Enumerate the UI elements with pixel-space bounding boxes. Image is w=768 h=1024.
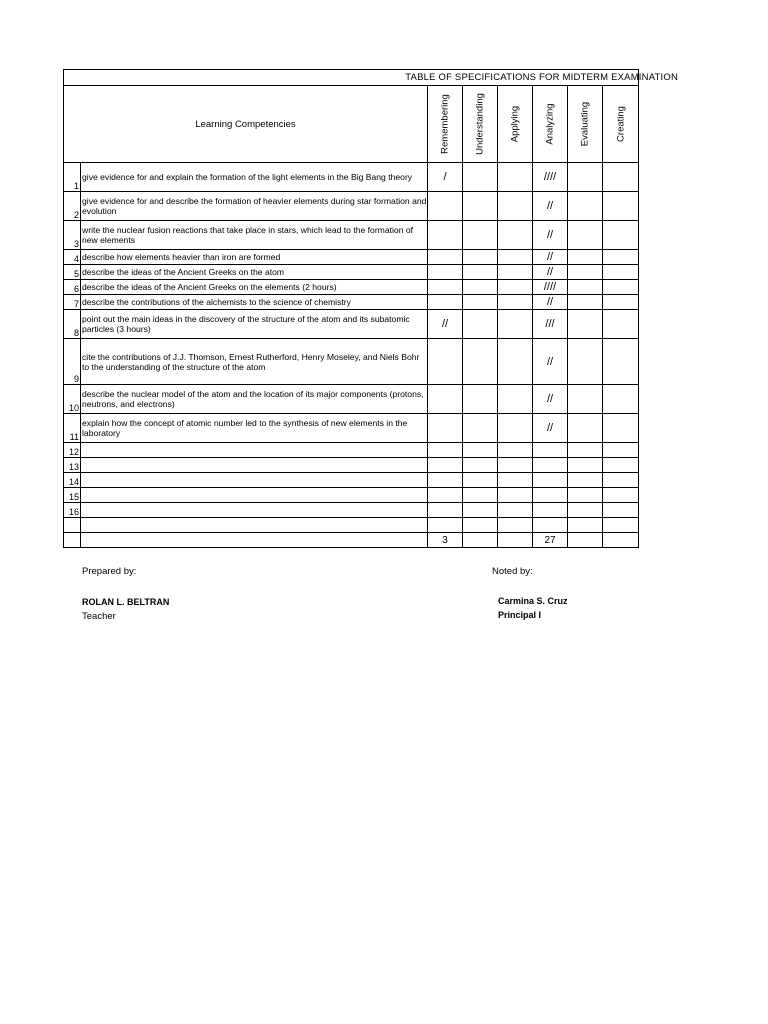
total-analyzing: 27	[533, 533, 568, 548]
table-row	[64, 163, 639, 192]
tally-cell-applying	[498, 443, 533, 458]
noter-name: Carmina S. Cruz	[498, 596, 568, 606]
tally-cell-remembering	[428, 265, 463, 280]
competency-text: cite the contributions of J.J. Thomson, Ernest Rutherford, Henry Moseley, and Niels Bohr to the understanding of the structure of the atom	[81, 339, 428, 385]
tally-cell-remembering	[428, 518, 463, 533]
tally-cell-analyzing: //	[533, 250, 568, 265]
tally-cell-applying	[498, 518, 533, 533]
tally-cell-analyzing: //	[533, 339, 568, 385]
row-number: 4	[64, 250, 81, 265]
table-row	[64, 221, 639, 250]
title-row	[64, 70, 639, 86]
tally-cell-evaluating	[568, 265, 603, 280]
competency-text: describe the nuclear model of the atom and the location of its major components (protons, neutrons, and electrons)	[81, 385, 428, 414]
table-title: TABLE OF SPECIFICATIONS FOR MIDTERM EXAMINATION	[405, 72, 679, 83]
table-row	[64, 473, 639, 488]
tally-cell-evaluating	[568, 518, 603, 533]
level-header-evaluating: Evaluating	[568, 86, 603, 163]
tally-cell-applying	[498, 339, 533, 385]
table-row	[64, 295, 639, 310]
table-row	[64, 488, 639, 503]
specifications-table	[63, 69, 679, 548]
tally-cell-creating	[603, 473, 639, 488]
level-header-remembering: Remembering	[428, 86, 463, 163]
tally-cell-evaluating	[568, 310, 603, 339]
noted-by-label: Noted by:	[492, 566, 533, 577]
competency-text: write the nuclear fusion reactions that take place in stars, which lead to the formation of new elements	[81, 221, 428, 250]
competency-text	[81, 503, 428, 518]
level-header-understanding: Understanding	[463, 86, 498, 163]
tally-cell-remembering	[428, 280, 463, 295]
learning-competencies-header: Learning Competencies	[64, 86, 428, 163]
tally-cell-remembering: /	[428, 163, 463, 192]
tally-cell-understanding	[463, 473, 498, 488]
row-number: 2	[64, 192, 81, 221]
tally-cell-evaluating	[568, 295, 603, 310]
tally-cell-applying	[498, 414, 533, 443]
tally-cell-remembering	[428, 443, 463, 458]
tally-cell-analyzing: //	[533, 265, 568, 280]
tally-cell-applying	[498, 163, 533, 192]
tally-cell-evaluating	[568, 473, 603, 488]
tally-cell-understanding	[463, 518, 498, 533]
tally-cell-applying	[498, 280, 533, 295]
tally-cell-analyzing	[533, 503, 568, 518]
tally-cell-understanding	[463, 221, 498, 250]
tally-cell-understanding	[463, 310, 498, 339]
row-number: 15	[64, 488, 81, 503]
table-row	[64, 518, 639, 533]
row-number: 12	[64, 443, 81, 458]
tally-cell-applying	[498, 250, 533, 265]
tally-cell-evaluating	[568, 250, 603, 265]
level-header-creating: Creating	[603, 86, 639, 163]
row-number: 1	[64, 163, 81, 192]
tally-cell-creating	[603, 163, 639, 192]
competency-text: describe the ideas of the Ancient Greeks on the atom	[81, 265, 428, 280]
tally-cell-remembering	[428, 221, 463, 250]
table-row	[64, 414, 639, 443]
competency-text: explain how the concept of atomic number led to the synthesis of new elements in the laboratory	[81, 414, 428, 443]
tally-cell-creating	[603, 265, 639, 280]
competency-text: give evidence for and explain the formation of the light elements in the Big Bang theory	[81, 163, 428, 192]
row-number: 6	[64, 280, 81, 295]
row-number: 11	[64, 414, 81, 443]
level-header-analyzing: Analyzing	[533, 86, 568, 163]
totals-label-cell	[81, 533, 428, 548]
tally-cell-remembering	[428, 473, 463, 488]
tally-cell-creating	[603, 458, 639, 473]
tally-cell-understanding	[463, 265, 498, 280]
tally-cell-analyzing: ///	[533, 310, 568, 339]
tally-cell-understanding	[463, 163, 498, 192]
tally-cell-evaluating	[568, 339, 603, 385]
tally-cell-remembering	[428, 503, 463, 518]
tally-cell-understanding	[463, 280, 498, 295]
total-remembering: 3	[428, 533, 463, 548]
tally-cell-applying	[498, 503, 533, 518]
tally-cell-evaluating	[568, 414, 603, 443]
totals-row	[64, 533, 639, 548]
tally-cell-evaluating	[568, 280, 603, 295]
prepared-by-label: Prepared by:	[82, 566, 137, 577]
tally-cell-evaluating	[568, 163, 603, 192]
competency-text: describe how elements heavier than iron are formed	[81, 250, 428, 265]
tally-cell-applying	[498, 458, 533, 473]
tally-cell-understanding	[463, 250, 498, 265]
tally-cell-creating	[603, 518, 639, 533]
tally-cell-applying	[498, 473, 533, 488]
tally-cell-evaluating	[568, 503, 603, 518]
tally-cell-evaluating	[568, 443, 603, 458]
tally-cell-creating	[603, 221, 639, 250]
row-number: 9	[64, 339, 81, 385]
row-number: 16	[64, 503, 81, 518]
tally-cell-analyzing: //	[533, 221, 568, 250]
table-row	[64, 310, 639, 339]
total-evaluating	[568, 533, 603, 548]
tally-cell-creating	[603, 385, 639, 414]
tally-cell-understanding	[463, 339, 498, 385]
tally-cell-creating	[603, 414, 639, 443]
tally-cell-understanding	[463, 295, 498, 310]
tally-cell-understanding	[463, 192, 498, 221]
table-row	[64, 503, 639, 518]
tally-cell-creating	[603, 250, 639, 265]
tally-cell-remembering	[428, 339, 463, 385]
tally-cell-understanding	[463, 385, 498, 414]
tally-cell-applying	[498, 385, 533, 414]
row-number	[64, 518, 81, 533]
tally-cell-remembering	[428, 458, 463, 473]
tally-cell-remembering	[428, 414, 463, 443]
competency-text: describe the contributions of the alchemists to the science of chemistry	[81, 295, 428, 310]
row-number: 14	[64, 473, 81, 488]
row-number: 13	[64, 458, 81, 473]
tally-cell-applying	[498, 310, 533, 339]
tally-cell-creating	[603, 280, 639, 295]
tally-cell-creating	[603, 339, 639, 385]
tally-cell-understanding	[463, 488, 498, 503]
tally-cell-remembering	[428, 192, 463, 221]
tally-cell-creating	[603, 503, 639, 518]
table-row	[64, 458, 639, 473]
competency-text: describe the ideas of the Ancient Greeks on the elements (2 hours)	[81, 280, 428, 295]
table-row	[64, 443, 639, 458]
table-row	[64, 192, 639, 221]
competency-text	[81, 443, 428, 458]
total-applying	[498, 533, 533, 548]
tally-cell-analyzing: ////	[533, 280, 568, 295]
total-understanding	[463, 533, 498, 548]
table-row	[64, 339, 639, 385]
tally-cell-creating	[603, 488, 639, 503]
table-row	[64, 385, 639, 414]
tally-cell-understanding	[463, 414, 498, 443]
competency-text	[81, 488, 428, 503]
tally-cell-applying	[498, 488, 533, 503]
tally-cell-creating	[603, 295, 639, 310]
tally-cell-evaluating	[568, 221, 603, 250]
tally-cell-analyzing: //	[533, 192, 568, 221]
tally-cell-applying	[498, 192, 533, 221]
tally-cell-analyzing: ////	[533, 163, 568, 192]
tally-cell-remembering	[428, 295, 463, 310]
competency-text	[81, 518, 428, 533]
tally-cell-understanding	[463, 458, 498, 473]
tally-cell-remembering	[428, 488, 463, 503]
tally-cell-creating	[603, 310, 639, 339]
tally-cell-analyzing	[533, 458, 568, 473]
tally-cell-evaluating	[568, 192, 603, 221]
tally-cell-understanding	[463, 503, 498, 518]
tally-cell-analyzing	[533, 488, 568, 503]
tally-cell-analyzing: //	[533, 414, 568, 443]
competency-text	[81, 458, 428, 473]
header-row	[64, 86, 639, 163]
preparer-title: Teacher	[82, 611, 116, 622]
tally-cell-creating	[603, 443, 639, 458]
row-number: 7	[64, 295, 81, 310]
tally-cell-remembering: //	[428, 310, 463, 339]
noter-title: Principal I	[498, 610, 542, 620]
row-number: 8	[64, 310, 81, 339]
tally-cell-understanding	[463, 443, 498, 458]
tally-cell-remembering	[428, 385, 463, 414]
tally-cell-applying	[498, 265, 533, 280]
table-row	[64, 250, 639, 265]
preparer-name: ROLAN L. BELTRAN	[82, 597, 170, 607]
total-creating	[603, 533, 639, 548]
table-row	[64, 280, 639, 295]
tally-cell-analyzing	[533, 443, 568, 458]
competency-text	[81, 473, 428, 488]
totals-num-cell	[64, 533, 81, 548]
spec-sheet	[63, 69, 679, 548]
tally-cell-applying	[498, 221, 533, 250]
tally-cell-evaluating	[568, 488, 603, 503]
tally-cell-remembering	[428, 250, 463, 265]
tally-cell-analyzing: //	[533, 385, 568, 414]
tally-cell-evaluating	[568, 385, 603, 414]
tally-cell-creating	[603, 192, 639, 221]
tally-cell-applying	[498, 295, 533, 310]
tally-cell-analyzing	[533, 473, 568, 488]
tally-cell-evaluating	[568, 458, 603, 473]
competency-text: give evidence for and describe the formation of heavier elements during star formation and evolution	[81, 192, 428, 221]
row-number: 3	[64, 221, 81, 250]
row-number: 5	[64, 265, 81, 280]
tally-cell-analyzing: //	[533, 295, 568, 310]
competency-text: point out the main ideas in the discovery of the structure of the atom and its subatomic particles (3 hours)	[81, 310, 428, 339]
tally-cell-analyzing	[533, 518, 568, 533]
row-number: 10	[64, 385, 81, 414]
level-header-applying: Applying	[498, 86, 533, 163]
table-row	[64, 265, 639, 280]
